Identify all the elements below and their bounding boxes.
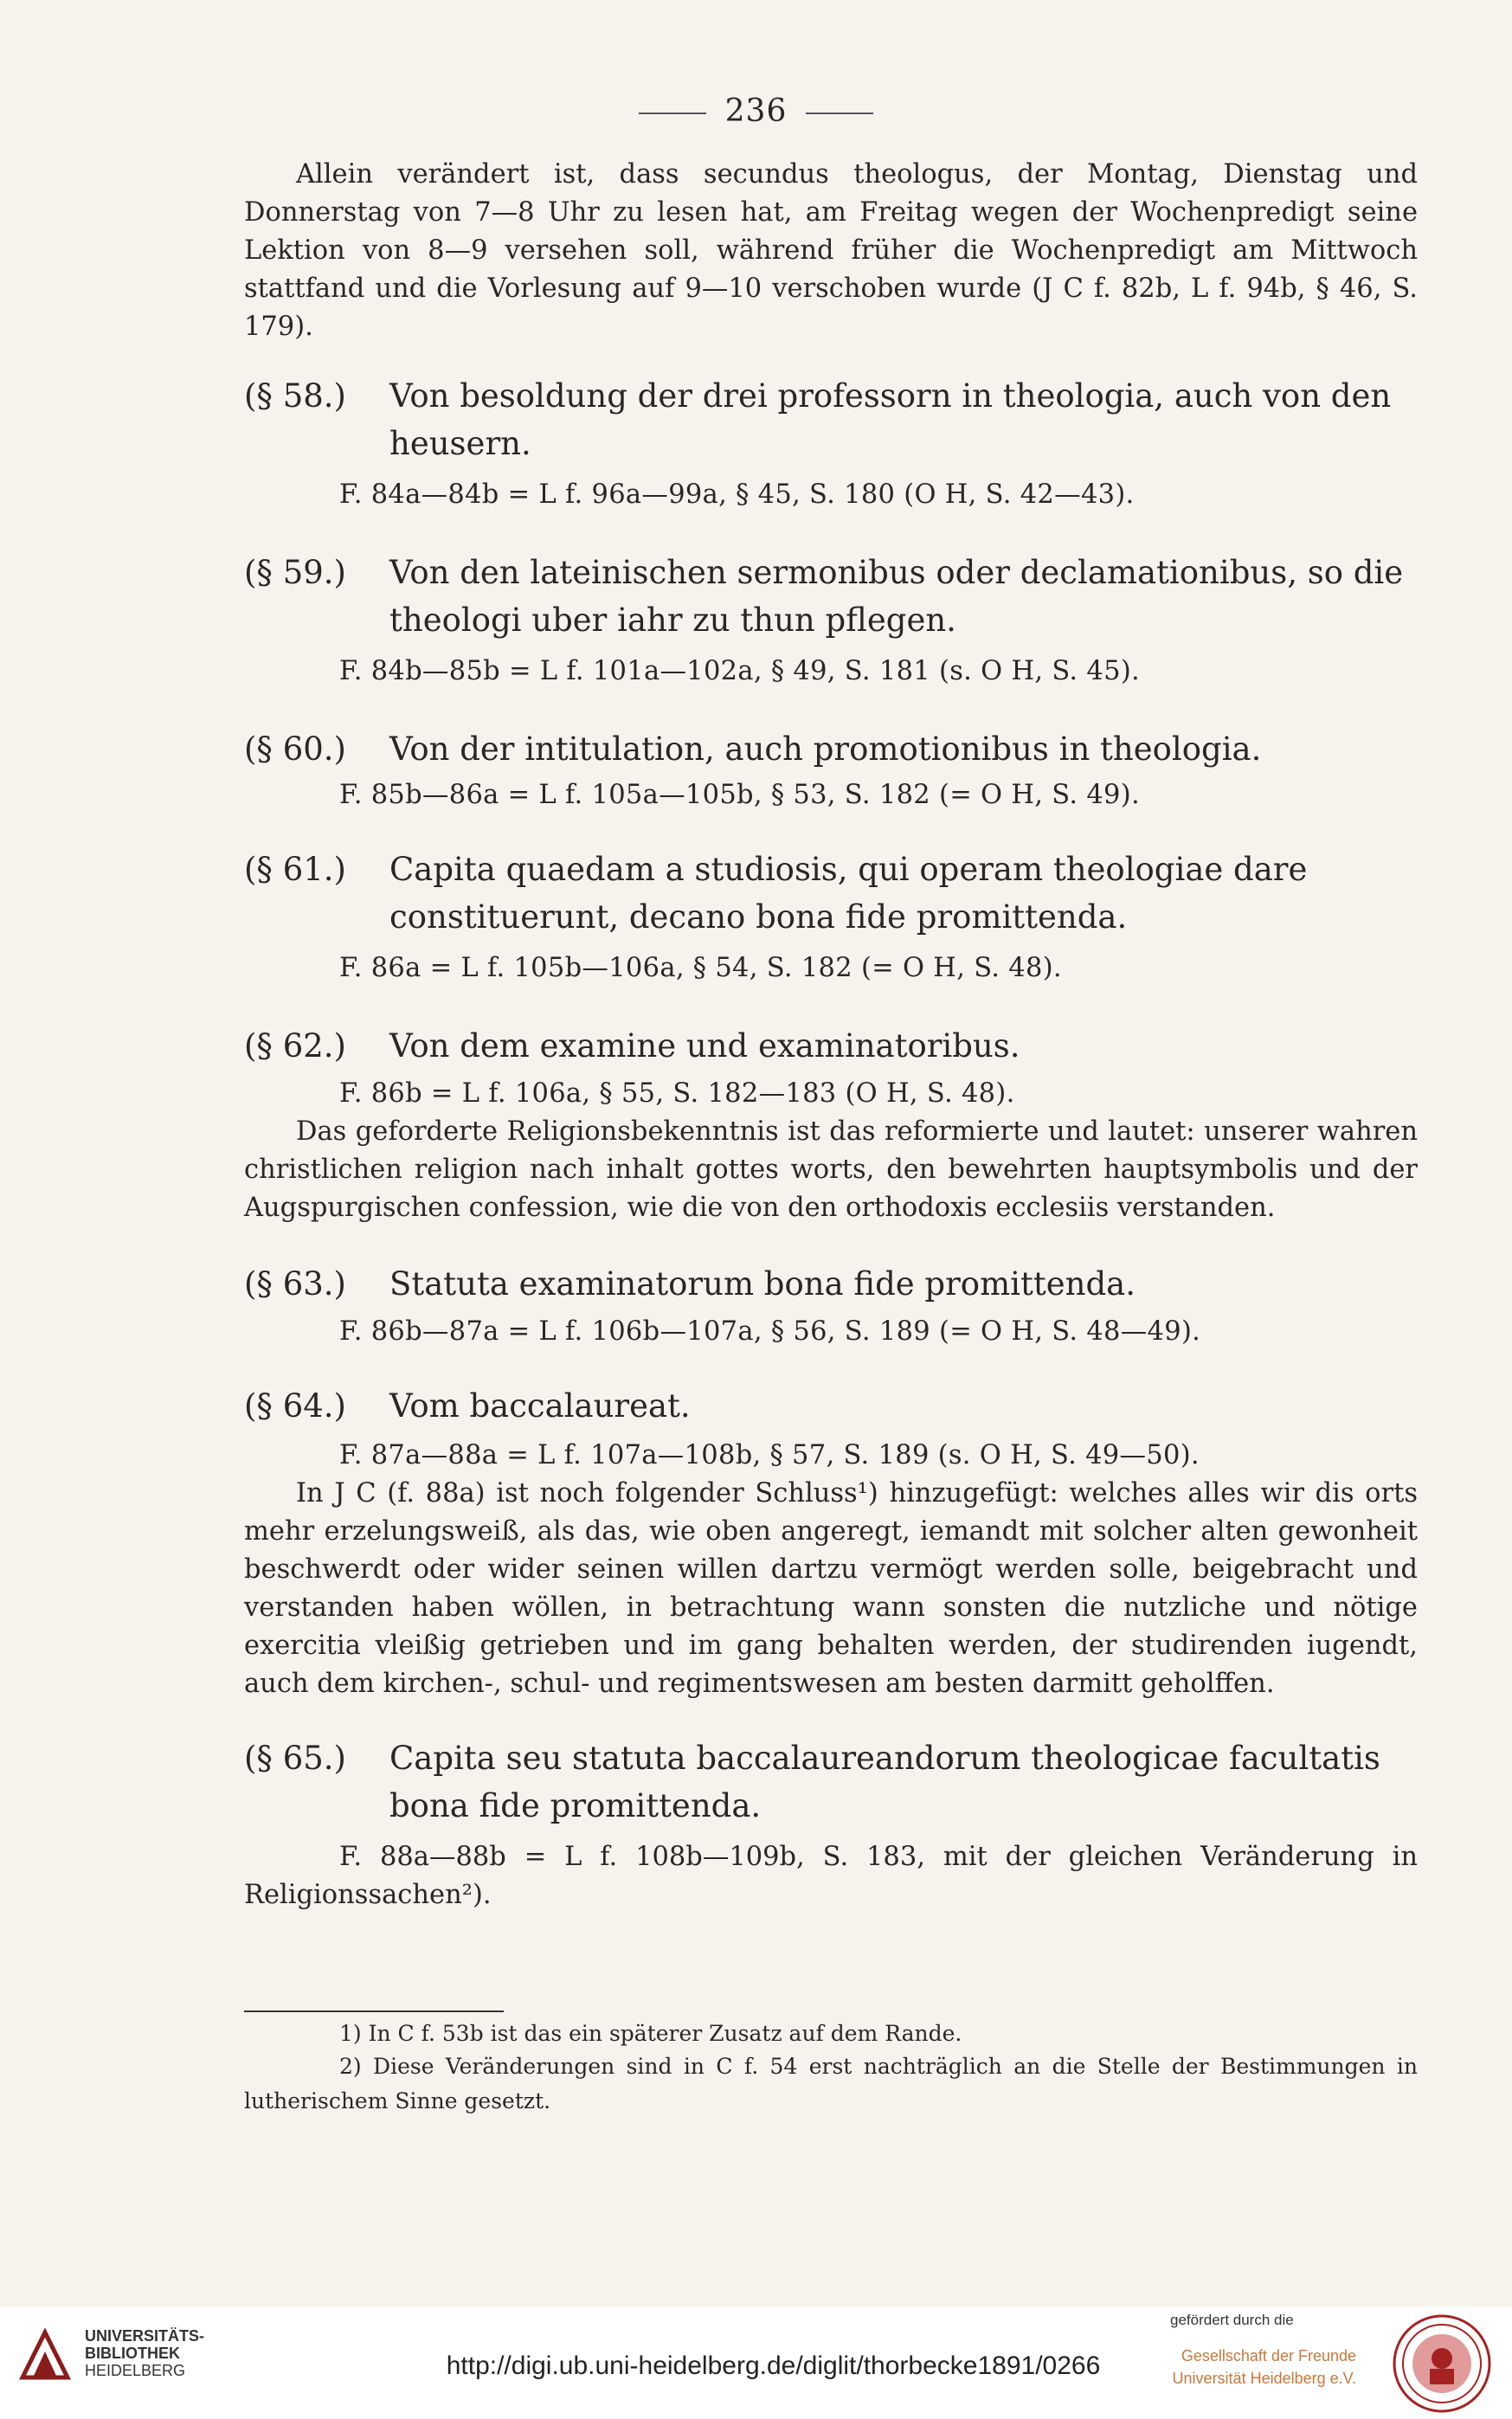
- section-note: Das geforderte Religionsbekenntnis ist das reformierte und lautet: unserer wahren christlichen religion nach inhalt gottes worts, den bewehrten hauptsymbolis und der Augspurgischen confession, wie die von den orthodoxis ecclesiis verstanden.: [244, 1116, 1418, 1223]
- section-reference: F. 86b = L f. 106a, § 55, S. 182—183 (O H, S. 48).: [339, 1078, 1015, 1109]
- section-61: [244, 846, 1418, 988]
- section-number: (§ 63.): [244, 1265, 346, 1303]
- intro-paragraph: Allein verändert ist, dass secundus theologus, der Montag, Dienstag und Donnerstag von 7—8 Uhr zu lesen hat, am Freitag wegen der Wochenpredigt seine Lektion von 8—9 versehen soll, während früher die Wochenpredigt am Mittwoch stattfand und die Vorlesung auf 9—10 verschoben wurde (J C f. 82b, L f. 94b, § 46, S. 179).: [244, 159, 1418, 342]
- section-title: Capita quaedam a studiosis, qui operam theologiae dare constituerunt, decano bona fide promittenda.: [389, 851, 1308, 936]
- footnote-1: 1) In C f. 53b ist das ein späterer Zusatz auf dem Rande.: [339, 2021, 962, 2046]
- page-number: 236: [0, 93, 1512, 129]
- section-title: Vom baccalaureat.: [389, 1387, 691, 1425]
- section-number: (§ 59.): [244, 554, 346, 591]
- footnote-divider: [244, 2010, 504, 2012]
- section-reference: F. 88a—88b = L f. 108b—109b, S. 183, mit der gleichen Veränderung in Religionssachen²).: [244, 1842, 1418, 1910]
- section-number: (§ 62.): [244, 1027, 346, 1065]
- section-number: (§ 64.): [244, 1387, 346, 1425]
- section-number: (§ 58.): [244, 377, 346, 415]
- library-name: UNIVERSITÄTS- BIBLIOTHEK HEIDELBERG: [85, 2327, 205, 2379]
- section-number: (§ 65.): [244, 1740, 346, 1777]
- section-title: Von besoldung der drei professorn in theologia, auch von den heusern.: [389, 377, 1392, 462]
- section-65: [244, 1734, 1418, 1914]
- university-seal-icon: [1392, 2313, 1492, 2414]
- section-title: Capita seu statuta baccalaureandorum theologicae facultatis bona fide promittenda.: [389, 1740, 1380, 1824]
- section-60: [244, 725, 1418, 814]
- section-title: Statuta examinatorum bona fide promittenda.: [389, 1265, 1136, 1303]
- sponsor-name: Gesellschaft der Freunde Universität Heidelberg e.V.: [1172, 2347, 1356, 2387]
- section-58: [244, 372, 1418, 514]
- section-59: [244, 549, 1418, 691]
- section-reference: F. 87a—88a = L f. 107a—108b, § 57, S. 189 (s. O H, S. 49—50).: [339, 1440, 1200, 1470]
- section-62: [244, 1022, 1418, 1227]
- section-number: (§ 61.): [244, 851, 346, 888]
- section-reference: F. 86b—87a = L f. 106b—107a, § 56, S. 189 (= O H, S. 48—49).: [339, 1316, 1201, 1347]
- section-64: [244, 1382, 1418, 1703]
- digitization-footer: [0, 2306, 1512, 2419]
- section-63: [244, 1260, 1418, 1351]
- section-title: Von der intitulation, auch promotionibus in theologia.: [389, 730, 1262, 768]
- section-reference: F. 85b—86a = L f. 105a—105b, § 53, S. 182 (= O H, S. 49).: [339, 780, 1140, 810]
- section-reference: F. 86a = L f. 105b—106a, § 54, S. 182 (= O H, S. 48).: [339, 953, 1062, 983]
- section-note: In J C (f. 88a) ist noch folgender Schluss¹) hinzugefügt: welches alles wir dis orts mehr erzelungsweiß, als das, wie oben angeregt, iemandt mit solcher alten gewonheit beschwerdt oder wider seinen willen dartzu vermögt werden solle, beigebracht und verstanden haben wöllen, in betrachtung wann sonsten die nutzliche und nötige exercitia vleißig getrieben und im gang behalten werden, der studirenden iugendt, auch dem kirchen-, schul- und regimentswesen am besten darmitt geholffen.: [244, 1478, 1418, 1699]
- page-body: [244, 156, 1418, 1914]
- footnote-2: 2) Diese Veränderungen sind in C f. 54 erst nachträglich an die Stelle der Bestimmungen in lutherischem Sinne gesetzt.: [244, 2054, 1418, 2113]
- section-title: Von den lateinischen sermonibus oder declamationibus, so die theologi uber iahr zu thun pflegen.: [389, 554, 1404, 639]
- source-url-link[interactable]: http://digi.ub.uni-heidelberg.de/diglit/thorbecke1891/0266: [446, 2351, 1101, 2380]
- supported-by-label: gefördert durch die: [1170, 2312, 1294, 2328]
- section-title: Von dem examine und examinatoribus.: [389, 1027, 1020, 1065]
- section-reference: F. 84b—85b = L f. 101a—102a, § 49, S. 181 (s. O H, S. 45).: [339, 656, 1141, 686]
- section-reference: F. 84a—84b = L f. 96a—99a, § 45, S. 180 (O H, S. 42—43).: [339, 479, 1135, 510]
- section-number: (§ 60.): [244, 730, 346, 768]
